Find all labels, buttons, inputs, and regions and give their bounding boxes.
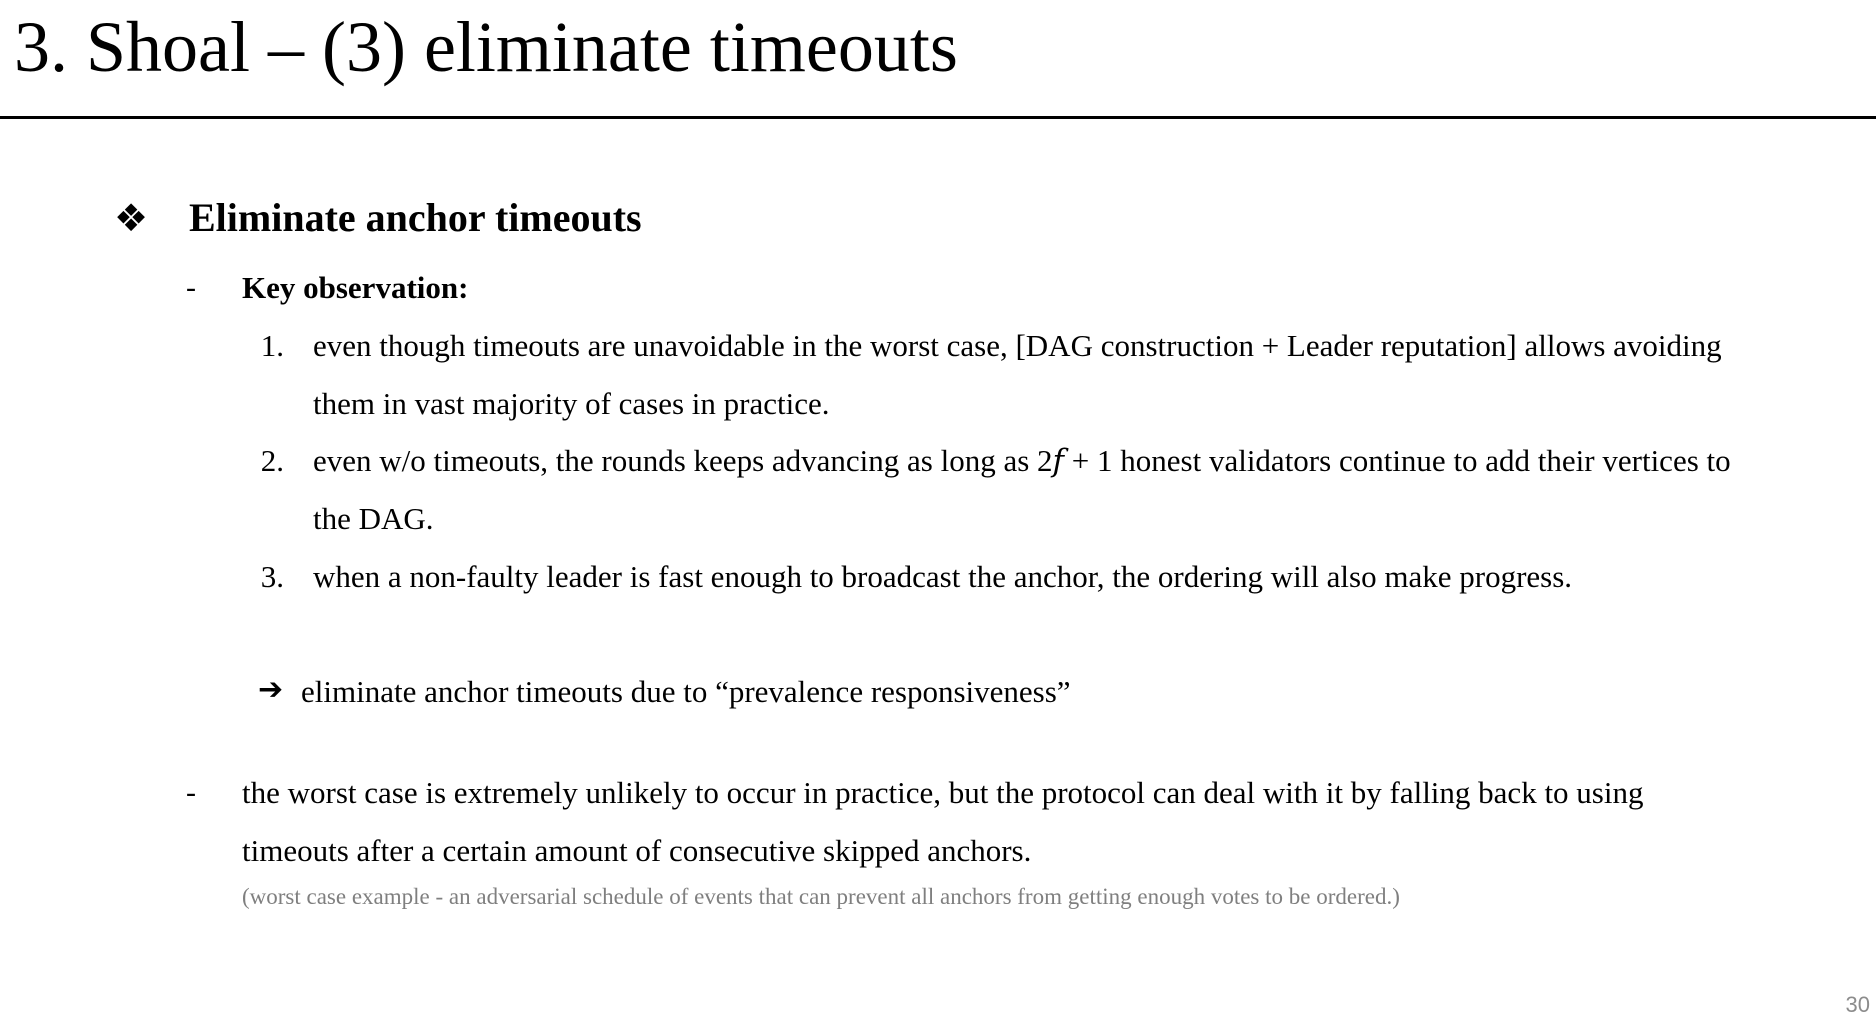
- worst-case-example-note: (worst case example - an adversarial schedule of events that can prevent all anchors from getting enough votes to be ordered.): [242, 884, 1400, 909]
- worst-case-line-2: timeouts after a certain amount of consecutive skipped anchors.: [242, 833, 1032, 868]
- list-item-1-line-1: even though timeouts are unavoidable in the worst case, [DAG construction + Leader reputation] allows avoiding: [313, 328, 1722, 363]
- list-item-number-2: 2.: [260, 443, 284, 478]
- list-item-1-line-2: them in vast majority of cases in practice.: [313, 386, 830, 421]
- worst-case-line-1: the worst case is extremely unlikely to occur in practice, but the protocol can deal with it by falling back to using: [242, 775, 1644, 810]
- list-item-3-line-1: when a non-faulty leader is fast enough to broadcast the anchor, the ordering will also make progress.: [313, 559, 1573, 594]
- list-item-2-line-1: [313, 441, 1731, 481]
- list-item-number-3: 3.: [260, 559, 284, 594]
- list-item-2-text-before-math: even w/o timeouts, the rounds keeps advancing as long as: [313, 443, 1038, 478]
- section-heading: Eliminate anchor timeouts: [189, 195, 642, 240]
- math-two: 2: [1037, 443, 1053, 478]
- key-observation-label: Key observation:: [242, 270, 469, 305]
- arrow-right-icon: ➔: [258, 672, 284, 707]
- page-number: 30: [1845, 992, 1870, 1017]
- list-item-2-text-after-math: honest validators continue to add their vertices to: [1112, 443, 1731, 478]
- list-item-number-1: 1.: [260, 328, 284, 363]
- dash-bullet-worst-case: -: [186, 776, 196, 809]
- conclusion-text: eliminate anchor timeouts due to “prevalence responsiveness”: [301, 674, 1071, 709]
- dash-bullet-key-observation: -: [186, 271, 196, 304]
- diamond-bullet-icon: ❖: [114, 196, 149, 240]
- list-item-2-line-2: the DAG.: [313, 501, 434, 536]
- math-plus-one: + 1: [1064, 443, 1113, 478]
- math-f-variable: f: [1052, 443, 1065, 479]
- slide-title: 3. Shoal – (3) eliminate timeouts: [14, 7, 958, 87]
- title-divider: [0, 116, 1876, 119]
